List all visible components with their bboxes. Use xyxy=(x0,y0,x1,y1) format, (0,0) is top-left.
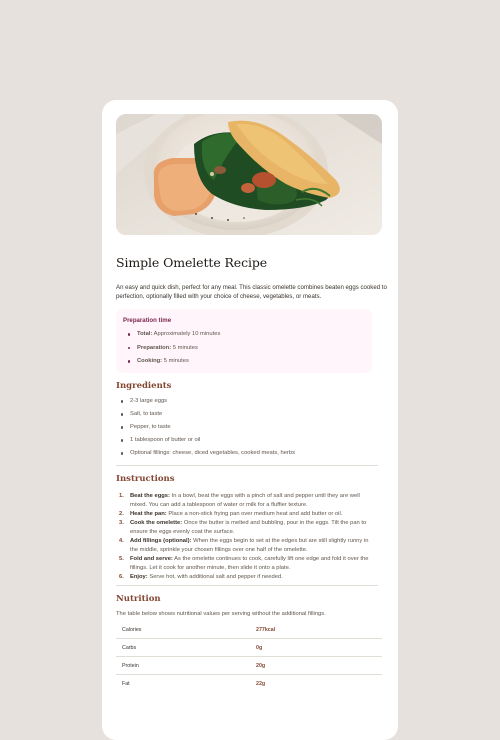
list-item xyxy=(123,345,372,359)
preparation-time-title: Preparation time xyxy=(123,317,172,324)
step-label: Enjoy: xyxy=(130,574,148,580)
preparation-time-list xyxy=(123,331,372,372)
recipe-content xyxy=(116,255,398,692)
step-number: 3. xyxy=(119,520,124,526)
ingredients-heading: Ingredients xyxy=(116,381,172,391)
step-label: Fold and serve: xyxy=(130,556,173,562)
table-row xyxy=(116,657,382,675)
step-label: Beat the eggs: xyxy=(130,493,170,499)
nutrition-value: 20g xyxy=(256,657,382,675)
nutrition-table xyxy=(116,621,382,692)
list-item xyxy=(116,537,378,555)
list-item xyxy=(123,358,372,372)
table-row xyxy=(116,621,382,639)
prep-item-label: Total: xyxy=(137,331,153,337)
list-item: Pepper, to taste xyxy=(116,424,398,437)
list-item xyxy=(123,331,372,345)
list-item xyxy=(116,492,378,510)
step-number: 4. xyxy=(119,538,124,544)
nutrition-value: 22g xyxy=(256,680,266,687)
step-text: When the eggs begin to set at the edges but are still slightly runny in the middle, sprinkle your chosen fillings over one half of the omelette. xyxy=(130,538,369,553)
list-item: Salt, to taste xyxy=(116,411,398,424)
preparation-time-box xyxy=(116,309,372,373)
step-label: Cook the omelette: xyxy=(130,520,183,526)
step-label: Heat the pan: xyxy=(130,511,167,517)
instructions-list xyxy=(116,492,378,582)
list-item xyxy=(116,519,378,537)
step-text: In a bowl, beat the eggs with a pinch of salt and pepper until they are well mixed. You can add a tablespoon of water or milk for a fluffier texture. xyxy=(130,493,360,508)
prep-item-value: 5 minutes xyxy=(172,344,198,351)
instructions-heading: Instructions xyxy=(116,474,175,484)
section-divider xyxy=(116,465,378,466)
list-item xyxy=(116,555,378,573)
prep-item-value: 5 minutes xyxy=(163,358,189,364)
section-divider xyxy=(116,585,378,586)
recipe-title: Simple Omelette Recipe xyxy=(116,255,268,270)
list-item: Optional fillings: cheese, diced vegetables, cooked meats, herbs xyxy=(116,450,398,463)
list-item xyxy=(116,573,378,582)
nutrition-label: Carbs xyxy=(116,639,256,657)
nutrition-label: Calories xyxy=(116,621,256,639)
list-item xyxy=(116,510,378,519)
step-text: Place a non-stick frying pan over medium heat and add butter or oil. xyxy=(168,511,343,517)
omelette-image xyxy=(116,114,382,235)
prep-item-value: Approximately 10 minutes xyxy=(153,331,221,337)
step-text: Serve hot, with additional salt and pepper if needed. xyxy=(149,574,283,580)
step-text: As the omelette continues to cook, carefully lift one edge and fold it over the fillings. Let it cook for another minute, then slide it onto a plate. xyxy=(130,556,369,571)
step-text: Once the butter is melted and bubbling, pour in the eggs. Tilt the pan to ensure the eggs evenly coat the surface. xyxy=(130,520,367,535)
nutrition-description: The table below shows nutritional values per serving without the additional fillings. xyxy=(116,611,326,617)
nutrition-label: Protein xyxy=(116,657,256,675)
table-row xyxy=(116,639,382,657)
list-item: 1 tablespoon of butter or oil xyxy=(116,437,398,450)
recipe-intro: An easy and quick dish, perfect for any meal. This classic omelette combines beaten eggs cooked to perfection, optionally filled with your choice of cheese, vegetables, or meats. xyxy=(116,284,387,300)
prep-item-label: Preparation: xyxy=(137,344,172,351)
step-number: 5. xyxy=(119,556,124,562)
prep-item-label: Cooking: xyxy=(137,358,163,364)
nutrition-label: Fat xyxy=(122,680,130,687)
table-row xyxy=(116,675,382,693)
nutrition-value: 0g xyxy=(256,639,382,657)
step-label: Add fillings (optional): xyxy=(130,538,192,544)
list-item: 2-3 large eggs xyxy=(116,398,398,411)
recipe-card xyxy=(102,100,398,740)
step-number: 6. xyxy=(119,574,124,580)
nutrition-value: 277kcal xyxy=(256,621,382,639)
step-number: 1. xyxy=(119,493,124,499)
ingredients-list xyxy=(116,398,398,463)
nutrition-heading: Nutrition xyxy=(116,594,161,604)
step-number: 2. xyxy=(119,511,124,517)
